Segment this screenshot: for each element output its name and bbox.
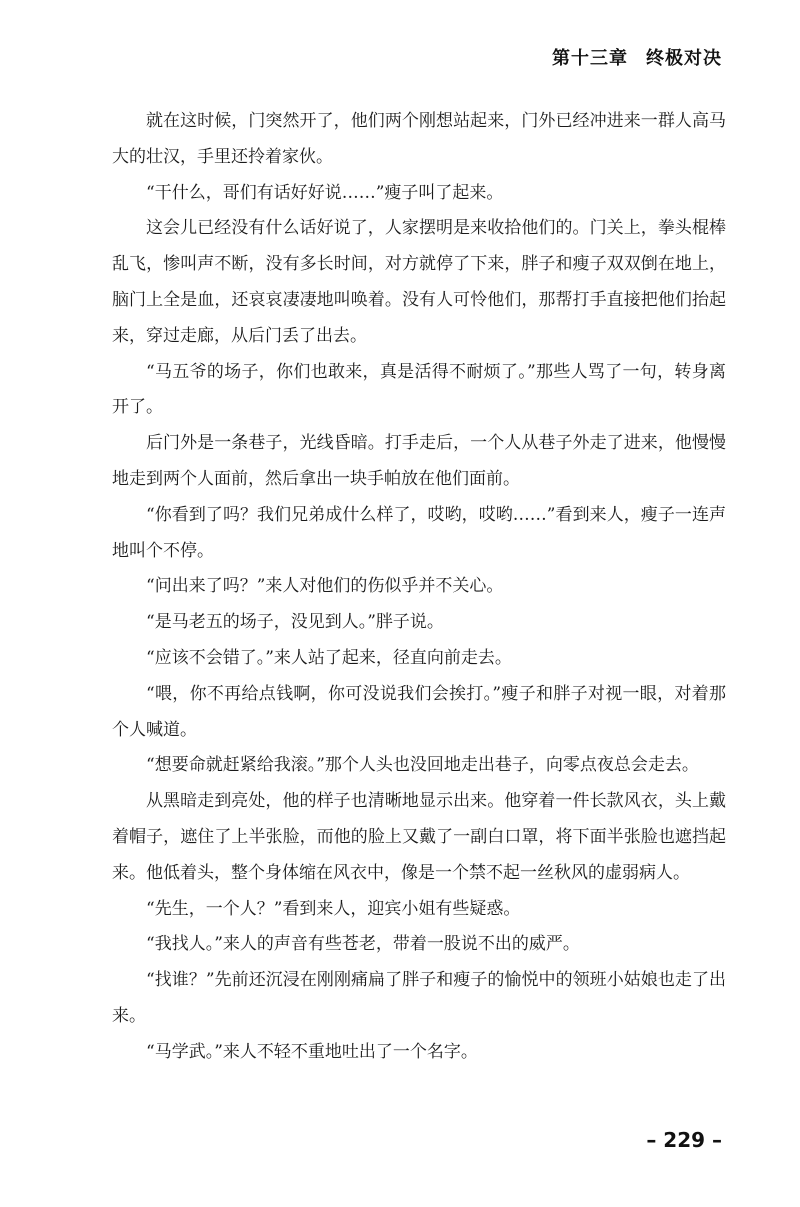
paragraph: “喂，你不再给点钱啊，你可没说我们会挨打。”瘦子和胖子对视一眼，对着那个人喊道。 — [112, 683, 726, 740]
paragraph: “干什么，哥们有话好好说……”瘦子叫了起来。 — [146, 182, 504, 203]
chapter-number: 第十三章 — [552, 48, 628, 69]
paragraph: “想要命就赶紧给我滚。”那个人头也没回地走出巷子，向零点夜总会走去。 — [146, 755, 699, 776]
paragraph: “先生，一个人？”看到来人，迎宾小姐有些疑惑。 — [146, 898, 521, 919]
page-number: – 229 – — [646, 1128, 722, 1152]
paragraph: “你看到了吗？我们兄弟成什么样了，哎哟，哎哟……”看到来人，瘦子一连声地叫个不停。 — [112, 504, 726, 561]
paragraph: “问出来了吗？”来人对他们的伤似乎并不关心。 — [146, 576, 504, 597]
running-head — [552, 44, 722, 70]
paragraph: “应该不会错了。”来人站了起来，径直向前走去。 — [146, 647, 512, 668]
body-text — [112, 104, 726, 1071]
paragraph: “马学武。”来人不轻不重地吐出了一个名字。 — [146, 1041, 478, 1062]
paragraph: “马五爷的场子，你们也敢来，真是活得不耐烦了。”那些人骂了一句，转身离开了。 — [112, 361, 726, 418]
paragraph: 后门外是一条巷子，光线昏暗。打手走后，一个人从巷子外走了进来，他慢慢地走到两个人面前，然后拿出一块手帕放在他们面前。 — [112, 433, 726, 489]
paragraph: 从黑暗走到亮处，他的样子也清晰地显示出来。他穿着一件长款风衣，头上戴着帽子，遮住了上半张脸，而他的脸上又戴了一副白口罩，将下面半张脸也遮挡起来。他低着头，整个身体缩在风衣中，像是一个禁不起一丝秋风的虚弱病人。 — [112, 791, 726, 883]
paragraph: “我找人。”来人的声音有些苍老，带着一股说不出的威严。 — [146, 934, 580, 955]
paragraph: 就在这时候，门突然开了，他们两个刚想站起来，门外已经冲进来一群人高马大的壮汉，手里还拎着家伙。 — [112, 111, 726, 167]
paragraph: “找谁？”先前还沉浸在刚刚痛扁了胖子和瘦子的愉悦中的领班小姑娘也走了出来。 — [112, 970, 726, 1026]
paragraph: 这会儿已经没有什么话好说了，人家摆明是来收拾他们的。门关上，拳头棍棒乱飞，惨叫声不断，没有多长时间，对方就停了下来，胖子和瘦子双双倒在地上，脑门上全是血，还哀哀凄凄地叫唤着。没有人可怜他们，那帮打手直接把他们抬起来，穿过走廊，从后门丢了出去。 — [112, 218, 726, 346]
paragraph: “是马老五的场子，没见到人。”胖子说。 — [146, 612, 444, 633]
chapter-title: 终极对决 — [646, 48, 722, 69]
